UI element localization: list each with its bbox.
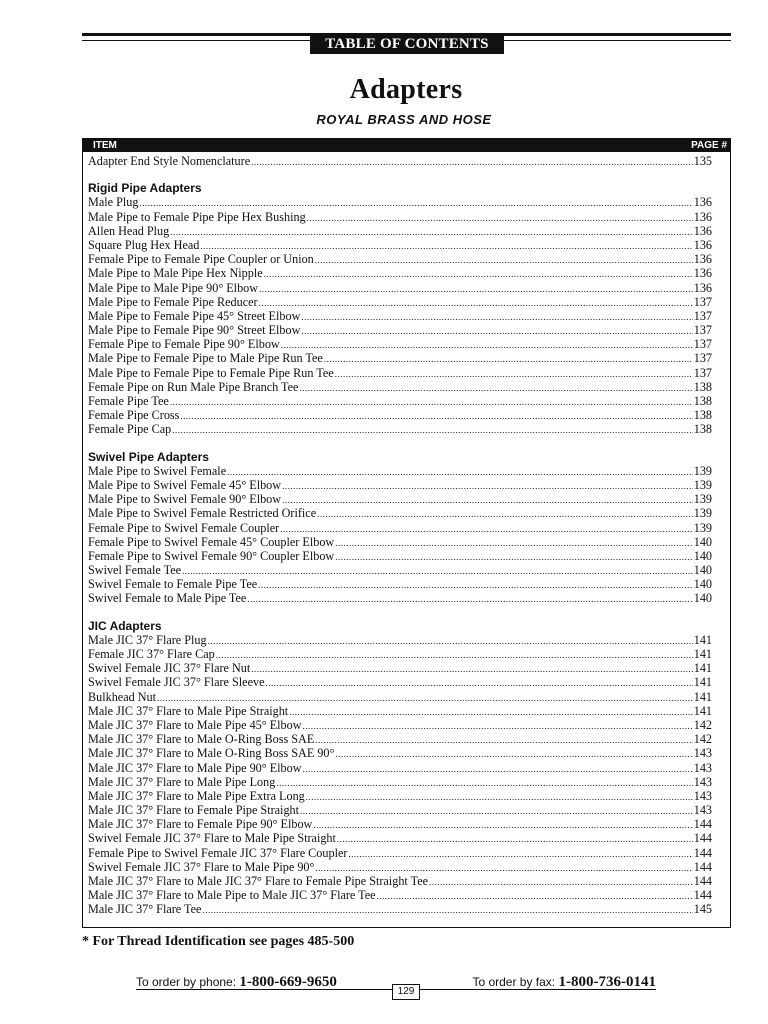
dot-leader bbox=[324, 351, 693, 365]
toc-entry[interactable] bbox=[88, 803, 712, 817]
toc-entry-page: 139 bbox=[693, 492, 712, 507]
dot-leader bbox=[265, 675, 692, 689]
section-heading: Swivel Pipe Adapters bbox=[88, 449, 209, 464]
fax-label: To order by fax: bbox=[472, 975, 556, 989]
dot-leader bbox=[264, 266, 693, 280]
toc-entry-title: Male JIC 37° Flare Tee bbox=[88, 902, 202, 917]
toc-entry-page: 139 bbox=[693, 463, 712, 478]
toc-entry-page: 141 bbox=[693, 703, 712, 718]
toc-entry-page: 141 bbox=[693, 675, 712, 690]
toc-entry[interactable] bbox=[88, 506, 712, 520]
toc-entry-page: 140 bbox=[693, 563, 712, 578]
dot-leader bbox=[315, 252, 693, 266]
section-gap bbox=[88, 437, 712, 450]
toc-entry-title: Female Pipe to Swivel Female 45° Coupler Elbow bbox=[88, 534, 335, 549]
dot-leader bbox=[227, 464, 693, 478]
toc-entry[interactable] bbox=[88, 195, 712, 209]
toc-entry-title: Male JIC 37° Flare to Male Pipe Straight bbox=[88, 703, 289, 718]
toc-entry-title: Female JIC 37° Flare Cap bbox=[88, 647, 215, 661]
dot-leader bbox=[182, 563, 693, 577]
toc-entry-title: Square Plug Hex Head bbox=[88, 237, 200, 252]
dot-leader bbox=[335, 549, 692, 563]
toc-entry-title: Male Pipe to Female Pipe Pipe Hex Bushing bbox=[88, 209, 306, 224]
dot-leader bbox=[429, 874, 693, 888]
toc-entry-page: 142 bbox=[693, 732, 712, 747]
toc-entry[interactable] bbox=[88, 874, 712, 888]
footnote: * For Thread Identification see pages 485-500 bbox=[82, 934, 355, 949]
dot-leader bbox=[335, 366, 693, 380]
toc-entry-page: 139 bbox=[693, 520, 712, 535]
toc-entry-title: Male Pipe to Swivel Female 90° Elbow bbox=[88, 492, 282, 507]
dot-leader bbox=[282, 492, 693, 506]
toc-entry[interactable] bbox=[88, 577, 712, 591]
toc-entry-title: Male Pipe to Swivel Female bbox=[88, 463, 227, 478]
dot-leader bbox=[301, 309, 692, 323]
toc-entry[interactable] bbox=[88, 380, 712, 394]
toc-entry-title: Male JIC 37° Flare to Male Pipe to Male JIC 37° Flare Tee bbox=[88, 888, 376, 903]
toc-entry-page: 136 bbox=[693, 237, 712, 252]
toc-entry[interactable] bbox=[88, 817, 712, 831]
toc-entry-page: 143 bbox=[693, 760, 712, 775]
toc-entry[interactable] bbox=[88, 675, 712, 689]
toc-entry-title: Swivel Female JIC 37° Flare to Male Pipe 90° bbox=[88, 859, 315, 874]
toc-entry-title: Swivel Female JIC 37° Flare Nut bbox=[88, 661, 251, 676]
toc-entry-page: 140 bbox=[693, 548, 712, 563]
dot-leader bbox=[247, 591, 692, 605]
toc-entry-page: 138 bbox=[693, 408, 712, 423]
toc-entry[interactable] bbox=[88, 690, 712, 704]
dot-leader bbox=[251, 661, 692, 675]
dot-leader bbox=[282, 478, 693, 492]
toc-entry[interactable] bbox=[88, 563, 712, 577]
toc-entry-title: Female Pipe Cross bbox=[88, 408, 180, 423]
section-gap bbox=[88, 606, 712, 619]
toc-entry-title: Male JIC 37° Flare to Male Pipe Long bbox=[88, 774, 276, 789]
dot-leader bbox=[335, 535, 692, 549]
toc-entry-page: 136 bbox=[693, 223, 712, 238]
toc-entry-page: 140 bbox=[693, 534, 712, 549]
toc-entry[interactable] bbox=[88, 746, 712, 760]
toc-entry-title: Female Pipe Tee bbox=[88, 394, 169, 408]
toc-entry-title: Female Pipe to Swivel Female Coupler bbox=[88, 520, 280, 535]
dot-leader bbox=[202, 902, 692, 916]
dot-leader bbox=[208, 633, 693, 647]
footer bbox=[136, 970, 656, 1000]
dot-leader bbox=[259, 281, 693, 295]
toc-entry-title: Male Pipe to Female Pipe Reducer bbox=[88, 294, 258, 309]
dot-leader bbox=[258, 577, 693, 591]
section-gap bbox=[88, 168, 712, 181]
dot-leader bbox=[303, 718, 693, 732]
toc-entry-title: Male Pipe to Female Pipe 45° Street Elbow bbox=[88, 308, 301, 323]
toc-entry[interactable] bbox=[88, 323, 712, 337]
section-heading: JIC Adapters bbox=[88, 618, 162, 633]
toc-entry[interactable] bbox=[88, 888, 712, 902]
dot-leader bbox=[315, 860, 692, 874]
toc-entry[interactable] bbox=[88, 337, 712, 351]
toc-entry-page: 138 bbox=[693, 379, 712, 394]
toc-entry[interactable] bbox=[88, 464, 712, 478]
toc-entry-title: Male JIC 37° Flare to Male Pipe 45° Elbow bbox=[88, 717, 302, 732]
dot-leader bbox=[200, 238, 692, 252]
toc-entry-page: 144 bbox=[693, 831, 712, 846]
toc-entry[interactable] bbox=[88, 902, 712, 916]
toc-entry-title: Male JIC 37° Flare to Female Pipe Straight bbox=[88, 803, 300, 818]
toc-entry[interactable] bbox=[88, 309, 712, 323]
toc-entry-title: Male JIC 37° Flare to Male JIC 37° Flare to Female Pipe Straight Tee bbox=[88, 874, 429, 888]
toc-entry-title: Bulkhead Nut bbox=[88, 689, 157, 704]
toc-entry-page: 136 bbox=[693, 266, 712, 281]
toc-entry[interactable] bbox=[88, 860, 712, 874]
toc-entry-page: 138 bbox=[693, 394, 712, 408]
toc-entry-page: 144 bbox=[693, 888, 712, 903]
toc-entry-page: 144 bbox=[693, 817, 712, 832]
toc-entry-page: 142 bbox=[693, 717, 712, 732]
toc-entry[interactable] bbox=[88, 408, 712, 422]
toc-entry[interactable] bbox=[88, 295, 712, 309]
toc-entry-page: 140 bbox=[693, 577, 712, 592]
toc-entry-page: 144 bbox=[693, 874, 712, 888]
dot-leader bbox=[377, 888, 693, 902]
toc-entry-page: 143 bbox=[693, 803, 712, 818]
dot-leader bbox=[170, 224, 692, 238]
toc-entry-title: Male JIC 37° Flare to Male O-Ring Boss SAE 90° bbox=[88, 746, 335, 761]
dot-leader bbox=[139, 195, 692, 209]
toc-entry-title: Male JIC 37° Flare Plug bbox=[88, 632, 207, 647]
brand-logo: ROYAL BRASS AND HOSE bbox=[316, 112, 492, 127]
toc-entry-page: 136 bbox=[693, 209, 712, 224]
toc-entry-page: 140 bbox=[693, 591, 712, 606]
dot-leader bbox=[315, 732, 692, 746]
dot-leader bbox=[281, 337, 693, 351]
toc-entry-title: Swivel Female to Female Pipe Tee bbox=[88, 577, 258, 592]
toc-entry-title: Male Pipe to Female Pipe to Male Pipe Run Tee bbox=[88, 351, 323, 366]
toc-entry[interactable] bbox=[88, 732, 712, 746]
dot-leader bbox=[299, 380, 692, 394]
toc-entry[interactable] bbox=[88, 394, 712, 408]
toc-entry[interactable] bbox=[88, 521, 712, 535]
toc-entry[interactable] bbox=[88, 266, 712, 280]
toc-entry-page: 136 bbox=[693, 252, 712, 267]
dot-leader bbox=[280, 521, 692, 535]
toc-entry-title: Female Pipe to Female Pipe Coupler or Union bbox=[88, 252, 314, 267]
toc-entry-page: 145 bbox=[693, 902, 712, 917]
toc-entry[interactable] bbox=[88, 704, 712, 718]
fax-number[interactable]: 1-800-736-0141 bbox=[558, 974, 656, 990]
toc-entry[interactable] bbox=[88, 633, 712, 647]
dot-leader bbox=[172, 422, 692, 436]
dot-leader bbox=[337, 831, 693, 845]
toc-entry[interactable] bbox=[88, 661, 712, 675]
dot-leader bbox=[180, 408, 692, 422]
dot-leader bbox=[301, 323, 692, 337]
toc-entry[interactable] bbox=[88, 252, 712, 266]
toc-entry[interactable] bbox=[88, 761, 712, 775]
toc-entry[interactable] bbox=[88, 718, 712, 732]
toc-entry[interactable] bbox=[88, 591, 712, 605]
toc-entry-page: 144 bbox=[693, 859, 712, 874]
toc-entry[interactable] bbox=[88, 238, 712, 252]
toc-table bbox=[82, 138, 731, 928]
toc-entry-title: Female Pipe Cap bbox=[88, 422, 172, 437]
toc-entry[interactable] bbox=[88, 154, 712, 168]
toc-entry[interactable] bbox=[88, 422, 712, 436]
toc-entry-page: 136 bbox=[693, 280, 712, 295]
toc-entry-page: 137 bbox=[693, 323, 712, 338]
column-header bbox=[83, 139, 730, 152]
toc-entry[interactable] bbox=[88, 281, 712, 295]
toc-entry-title: Male Pipe to Female Pipe to Female Pipe Run Tee bbox=[88, 365, 334, 380]
dot-leader bbox=[157, 690, 693, 704]
toc-entry-page: 139 bbox=[693, 506, 712, 521]
toc-entry-title: Allen Head Plug bbox=[88, 223, 170, 238]
dot-leader bbox=[335, 746, 692, 760]
toc-entry-title: Male Pipe to Female Pipe 90° Street Elbow bbox=[88, 323, 301, 338]
phone-label: To order by phone: bbox=[136, 975, 237, 989]
dot-leader bbox=[170, 394, 693, 408]
toc-entry-title: Male JIC 37° Flare to Male Pipe 90° Elbow bbox=[88, 760, 302, 775]
toc-entry-title: Female Pipe to Swivel Female JIC 37° Flare Coupler bbox=[88, 845, 348, 860]
toc-entry-title: Swivel Female Tee bbox=[88, 563, 182, 578]
toc-entry[interactable] bbox=[88, 647, 712, 661]
toc-entry-page: 141 bbox=[693, 647, 712, 661]
toc-entry-title: Female Pipe on Run Male Pipe Branch Tee bbox=[88, 379, 299, 394]
dot-leader bbox=[348, 846, 692, 860]
toc-entry-title: Male JIC 37° Flare to Male Pipe Extra Long bbox=[88, 788, 305, 803]
toc-entry-title: Female Pipe to Swivel Female 90° Coupler Elbow bbox=[88, 548, 335, 563]
dot-leader bbox=[313, 817, 692, 831]
dot-leader bbox=[259, 295, 693, 309]
toc-entry-title: Male Plug bbox=[88, 195, 139, 210]
toc-entry-page: 143 bbox=[693, 746, 712, 761]
toc-list bbox=[88, 154, 712, 917]
toc-entry[interactable] bbox=[88, 789, 712, 803]
toc-entry-title: Male Pipe to Male Pipe 90° Elbow bbox=[88, 280, 259, 295]
toc-entry-page: 135 bbox=[693, 154, 712, 168]
toc-entry[interactable] bbox=[88, 224, 712, 238]
column-header-page: PAGE # bbox=[691, 140, 727, 151]
dot-leader bbox=[307, 210, 693, 224]
toc-header bbox=[82, 33, 731, 55]
toc-entry[interactable] bbox=[88, 535, 712, 549]
toc-entry-title: Swivel Female JIC 37° Flare to Male Pipe Straight bbox=[88, 831, 336, 846]
column-header-item: ITEM bbox=[93, 140, 117, 151]
footer-phone bbox=[136, 974, 337, 991]
toc-entry[interactable] bbox=[88, 775, 712, 789]
toc-entry-title: Male Pipe to Swivel Female Restricted Orifice bbox=[88, 506, 317, 521]
toc-entry[interactable] bbox=[88, 366, 712, 380]
dot-leader bbox=[317, 506, 693, 520]
toc-entry[interactable] bbox=[88, 210, 712, 224]
footer-fax bbox=[472, 974, 656, 991]
page-title: Adapters bbox=[349, 74, 463, 105]
toc-entry[interactable] bbox=[88, 831, 712, 845]
toc-entry[interactable] bbox=[88, 351, 712, 365]
dot-leader bbox=[276, 775, 692, 789]
toc-entry-page: 141 bbox=[693, 661, 712, 676]
dot-leader bbox=[216, 647, 693, 661]
toc-entry-page: 139 bbox=[693, 477, 712, 492]
toc-label: TABLE OF CONTENTS bbox=[310, 34, 504, 54]
toc-entry-title: Male JIC 37° Flare to Female Pipe 90° Elbow bbox=[88, 817, 313, 832]
toc-entry-page: 137 bbox=[693, 351, 712, 366]
toc-entry-page: 137 bbox=[693, 294, 712, 309]
toc-entry-title: Female Pipe to Female Pipe 90° Elbow bbox=[88, 337, 280, 352]
phone-number[interactable]: 1-800-669-9650 bbox=[239, 974, 337, 990]
toc-entry-page: 136 bbox=[693, 195, 712, 210]
toc-entry-page: 138 bbox=[693, 422, 712, 437]
dot-leader bbox=[289, 704, 693, 718]
toc-entry-page: 137 bbox=[693, 337, 712, 352]
toc-entry-page: 141 bbox=[693, 689, 712, 704]
toc-entry-page: 143 bbox=[693, 788, 712, 803]
toc-entry-title: Adapter End Style Nomenclature bbox=[88, 154, 251, 168]
toc-entry-page: 137 bbox=[693, 308, 712, 323]
toc-entry-title: Male Pipe to Male Pipe Hex Nipple bbox=[88, 266, 263, 281]
toc-entry-title: Male JIC 37° Flare to Male O-Ring Boss SAE bbox=[88, 732, 315, 747]
dot-leader bbox=[300, 803, 693, 817]
dot-leader bbox=[251, 154, 693, 168]
toc-entry[interactable] bbox=[88, 846, 712, 860]
toc-entry-page: 144 bbox=[693, 845, 712, 860]
dot-leader bbox=[306, 789, 693, 803]
toc-entry-page: 143 bbox=[693, 774, 712, 789]
toc-entry[interactable] bbox=[88, 492, 712, 506]
toc-entry-page: 141 bbox=[693, 632, 712, 647]
dot-leader bbox=[303, 761, 693, 775]
toc-entry[interactable] bbox=[88, 478, 712, 492]
toc-entry-title: Male Pipe to Swivel Female 45° Elbow bbox=[88, 477, 282, 492]
toc-entry-page: 137 bbox=[693, 365, 712, 380]
section-heading: Rigid Pipe Adapters bbox=[88, 181, 202, 196]
toc-entry-title: Swivel Female JIC 37° Flare Sleeve bbox=[88, 675, 265, 690]
page-number: 129 bbox=[392, 984, 420, 1000]
toc-entry[interactable] bbox=[88, 549, 712, 563]
toc-entry-title: Swivel Female to Male Pipe Tee bbox=[88, 591, 247, 606]
